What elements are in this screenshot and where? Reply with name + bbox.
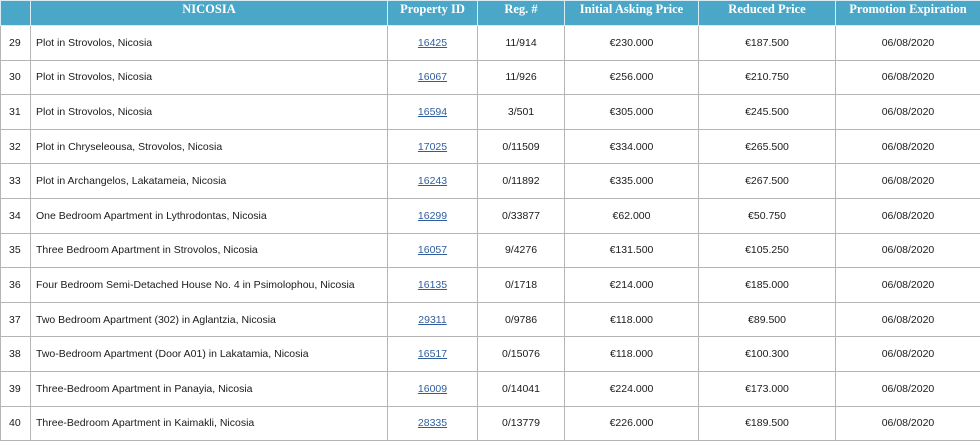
property-description: Four Bedroom Semi-Detached House No. 4 in Psimolophou, Nicosia (31, 268, 388, 303)
initial-asking-price: €214.000 (565, 268, 699, 303)
promotion-expiration: 06/08/2020 (836, 371, 980, 406)
property-id-link[interactable]: 28335 (418, 417, 447, 429)
header-nicosia: NICOSIA (31, 1, 388, 26)
header-initial-asking-price: Initial Asking Price (565, 1, 699, 26)
property-id-link[interactable]: 16009 (418, 383, 447, 395)
property-id-cell (388, 406, 478, 441)
property-id-cell (388, 164, 478, 199)
property-id-link[interactable]: 16067 (418, 71, 447, 83)
reduced-price: €105.250 (699, 233, 836, 268)
row-number: 35 (1, 233, 31, 268)
table-row (1, 233, 980, 268)
reduced-price: €245.500 (699, 95, 836, 130)
row-number: 31 (1, 95, 31, 130)
header-reduced-price: Reduced Price (699, 1, 836, 26)
table-row (1, 95, 980, 130)
promotion-expiration: 06/08/2020 (836, 164, 980, 199)
promotion-expiration: 06/08/2020 (836, 198, 980, 233)
promotion-expiration: 06/08/2020 (836, 268, 980, 303)
table-row (1, 302, 980, 337)
property-description: One Bedroom Apartment in Lythrodontas, Nicosia (31, 198, 388, 233)
property-description: Two Bedroom Apartment (302) in Aglantzia, Nicosia (31, 302, 388, 337)
property-description: Plot in Chryseleousa, Strovolos, Nicosia (31, 129, 388, 164)
row-number: 32 (1, 129, 31, 164)
header-number (1, 1, 31, 26)
reg-number: 0/9786 (478, 302, 565, 337)
promotion-expiration: 06/08/2020 (836, 26, 980, 61)
reg-number: 0/13779 (478, 406, 565, 441)
initial-asking-price: €224.000 (565, 371, 699, 406)
table-row (1, 60, 980, 95)
header-property-id: Property ID (388, 1, 478, 26)
reg-number: 0/11892 (478, 164, 565, 199)
property-id-cell (388, 302, 478, 337)
property-id-link[interactable]: 17025 (418, 141, 447, 153)
property-description: Three-Bedroom Apartment in Panayia, Nicosia (31, 371, 388, 406)
reg-number: 11/914 (478, 26, 565, 61)
property-id-link[interactable]: 16594 (418, 106, 447, 118)
property-id-link[interactable]: 16299 (418, 210, 447, 222)
promotion-expiration: 06/08/2020 (836, 129, 980, 164)
property-description: Three Bedroom Apartment in Strovolos, Nicosia (31, 233, 388, 268)
reg-number: 0/33877 (478, 198, 565, 233)
reduced-price: €265.500 (699, 129, 836, 164)
row-number: 36 (1, 268, 31, 303)
reduced-price: €189.500 (699, 406, 836, 441)
promotion-expiration: 06/08/2020 (836, 302, 980, 337)
reg-number: 9/4276 (478, 233, 565, 268)
property-description: Plot in Archangelos, Lakatameia, Nicosia (31, 164, 388, 199)
property-description: Plot in Strovolos, Nicosia (31, 95, 388, 130)
header-promotion-expiration: Promotion Expiration (836, 1, 980, 26)
promotion-expiration: 06/08/2020 (836, 337, 980, 372)
property-description: Three-Bedroom Apartment in Kaimakli, Nicosia (31, 406, 388, 441)
header-reg: Reg. # (478, 1, 565, 26)
row-number: 34 (1, 198, 31, 233)
property-id-cell (388, 337, 478, 372)
initial-asking-price: €256.000 (565, 60, 699, 95)
table-row (1, 406, 980, 441)
row-number: 29 (1, 26, 31, 61)
initial-asking-price: €230.000 (565, 26, 699, 61)
table-body (1, 26, 980, 441)
reduced-price: €100.300 (699, 337, 836, 372)
property-id-cell (388, 198, 478, 233)
property-id-cell (388, 233, 478, 268)
property-description: Plot in Strovolos, Nicosia (31, 60, 388, 95)
initial-asking-price: €118.000 (565, 337, 699, 372)
initial-asking-price: €305.000 (565, 95, 699, 130)
promotion-expiration: 06/08/2020 (836, 60, 980, 95)
property-id-link[interactable]: 16057 (418, 244, 447, 256)
initial-asking-price: €226.000 (565, 406, 699, 441)
reduced-price: €173.000 (699, 371, 836, 406)
property-description: Plot in Strovolos, Nicosia (31, 26, 388, 61)
table-row (1, 129, 980, 164)
reduced-price: €50.750 (699, 198, 836, 233)
initial-asking-price: €131.500 (565, 233, 699, 268)
reduced-price: €210.750 (699, 60, 836, 95)
table-row (1, 371, 980, 406)
row-number: 40 (1, 406, 31, 441)
property-id-link[interactable]: 16425 (418, 37, 447, 49)
table-row (1, 198, 980, 233)
reg-number: 0/11509 (478, 129, 565, 164)
promotion-expiration: 06/08/2020 (836, 95, 980, 130)
property-id-cell (388, 26, 478, 61)
property-id-link[interactable]: 16243 (418, 175, 447, 187)
initial-asking-price: €118.000 (565, 302, 699, 337)
row-number: 37 (1, 302, 31, 337)
row-number: 38 (1, 337, 31, 372)
promotion-expiration: 06/08/2020 (836, 233, 980, 268)
property-id-cell (388, 268, 478, 303)
property-id-link[interactable]: 16517 (418, 348, 447, 360)
reduced-price: €187.500 (699, 26, 836, 61)
property-id-cell (388, 371, 478, 406)
reduced-price: €89.500 (699, 302, 836, 337)
property-id-cell (388, 129, 478, 164)
property-id-link[interactable]: 16135 (418, 279, 447, 291)
reg-number: 0/15076 (478, 337, 565, 372)
reduced-price: €185.000 (699, 268, 836, 303)
table-row (1, 337, 980, 372)
table-row (1, 268, 980, 303)
reduced-price: €267.500 (699, 164, 836, 199)
property-id-cell (388, 60, 478, 95)
table-row (1, 26, 980, 61)
promotion-expiration: 06/08/2020 (836, 406, 980, 441)
reg-number: 0/14041 (478, 371, 565, 406)
row-number: 30 (1, 60, 31, 95)
reg-number: 3/501 (478, 95, 565, 130)
table-row (1, 164, 980, 199)
header-row (1, 1, 980, 26)
initial-asking-price: €334.000 (565, 129, 699, 164)
initial-asking-price: €62.000 (565, 198, 699, 233)
initial-asking-price: €335.000 (565, 164, 699, 199)
reg-number: 11/926 (478, 60, 565, 95)
table-header (1, 1, 980, 26)
property-id-link[interactable]: 29311 (418, 314, 446, 326)
row-number: 39 (1, 371, 31, 406)
property-description: Two-Bedroom Apartment (Door A01) in Lakatamia, Nicosia (31, 337, 388, 372)
row-number: 33 (1, 164, 31, 199)
property-id-cell (388, 95, 478, 130)
reg-number: 0/1718 (478, 268, 565, 303)
